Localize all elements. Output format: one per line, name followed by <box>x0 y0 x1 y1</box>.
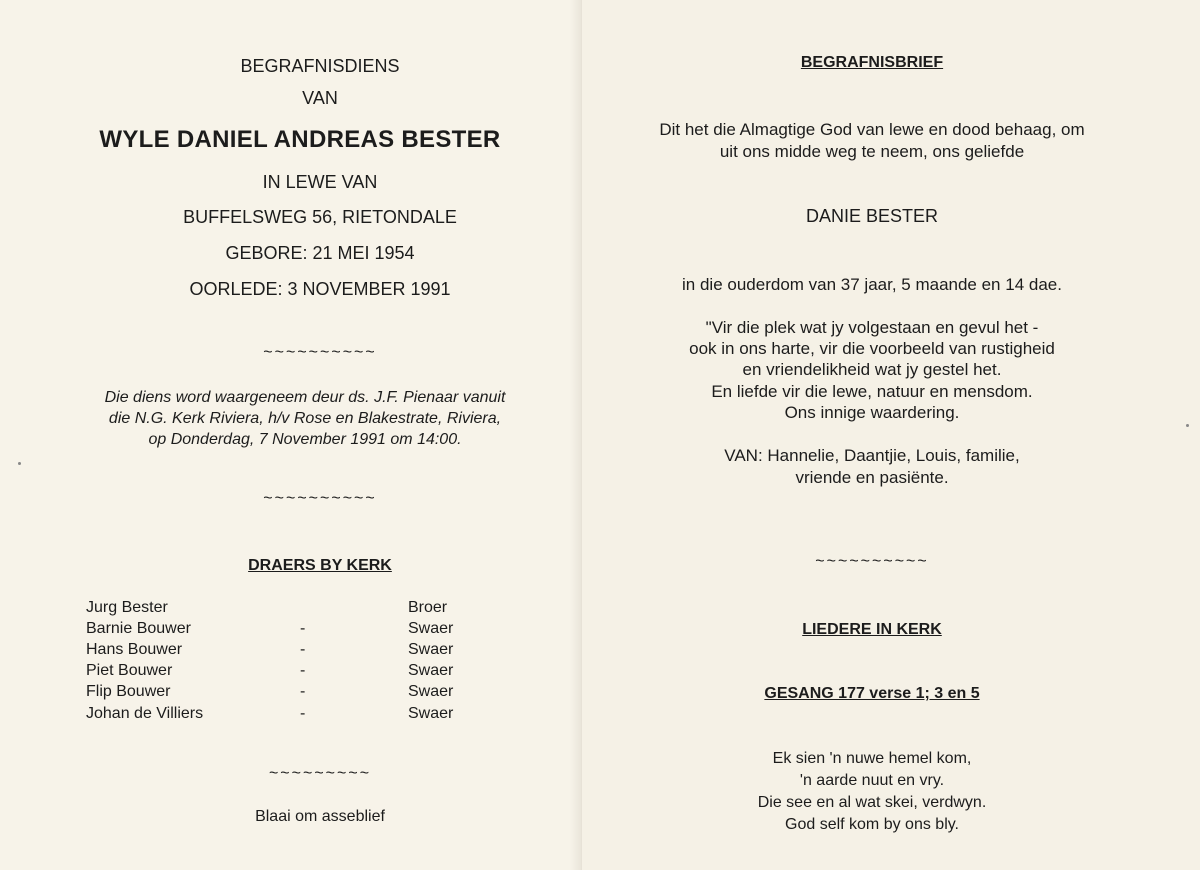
intro-line-2: uit ons midde weg te neem, ons geliefde <box>719 142 1025 161</box>
in-lewe-van: IN LEWE VAN <box>262 172 378 192</box>
table-row <box>86 641 466 661</box>
pallbearer-dash: - <box>300 683 306 700</box>
left-page <box>0 0 582 870</box>
pallbearer-relation: Swaer <box>408 705 454 722</box>
divider-2: ~~~~~~~~~~ <box>263 490 377 507</box>
pallbearer-name: Flip Bouwer <box>86 683 171 700</box>
pallbearer-dash: - <box>300 641 306 658</box>
tribute-line-4: En liefde vir die lewe, natuur en mensdom. <box>711 382 1033 401</box>
tribute-line-3: en vriendelikheid wat jy gestel het. <box>742 360 1002 379</box>
pallbearer-relation: Swaer <box>408 641 454 658</box>
divider-3: ~~~~~~~~~ <box>268 765 372 782</box>
deceased-name: WYLE DANIEL ANDREAS BESTER <box>99 126 501 153</box>
hymn-line-2: 'n aarde nuut en vry. <box>799 772 945 789</box>
divider-right: ~~~~~~~~~~ <box>815 553 929 570</box>
tribute-line-2: ook in ons harte, vir die voorbeeld van rustigheid <box>689 339 1055 358</box>
tribute-line-5: Ons innige waardering. <box>784 403 960 422</box>
table-row <box>86 662 466 682</box>
service-info-3: op Donderdag, 7 November 1991 om 14:00. <box>148 431 462 448</box>
paper-speck <box>1186 424 1189 427</box>
deceased-short-name: DANIE BESTER <box>805 206 939 226</box>
table-row <box>86 620 466 640</box>
hymn-line-1: Ek sien 'n nuwe hemel kom, <box>772 750 972 767</box>
paper-speck <box>18 462 21 465</box>
hymn-line-3: Die see en al wat skei, verdwyn. <box>757 794 987 811</box>
pallbearer-relation: Swaer <box>408 683 454 700</box>
birth-date: GEBORE: 21 MEI 1954 <box>225 243 415 263</box>
pallbearer-name: Jurg Bester <box>86 599 168 616</box>
table-row <box>86 683 466 703</box>
pallbearer-name: Barnie Bouwer <box>86 620 191 637</box>
from-line-2: vriende en pasiënte. <box>795 468 949 487</box>
pallbearer-name: Hans Bouwer <box>86 641 183 658</box>
pallbearer-dash: - <box>300 705 306 722</box>
divider-1: ~~~~~~~~~~ <box>263 344 377 361</box>
table-row <box>86 705 466 725</box>
pallbearers-heading: DRAERS BY KERK <box>248 557 392 574</box>
service-heading: BEGRAFNISDIENS <box>240 56 400 76</box>
hymn-heading: GESANG 177 verse 1; 3 en 5 <box>764 685 980 702</box>
pallbearer-relation: Broer <box>408 599 448 616</box>
death-date: OORLEDE: 3 NOVEMBER 1991 <box>189 279 451 299</box>
songs-heading: LIEDERE IN KERK <box>802 621 942 638</box>
van-label: VAN <box>302 88 338 108</box>
pallbearer-dash: - <box>300 620 306 637</box>
table-row <box>86 599 466 619</box>
pallbearer-name: Johan de Villiers <box>86 705 204 722</box>
from-line-1: VAN: Hannelie, Daantjie, Louis, familie, <box>724 446 1020 465</box>
hymn-line-4: God self kom by ons bly. <box>785 816 959 833</box>
tribute-line-1: "Vir die plek wat jy volgestaan en gevul het - <box>705 318 1039 337</box>
pallbearer-relation: Swaer <box>408 662 454 679</box>
address: BUFFELSWEG 56, RIETONDALE <box>183 207 457 227</box>
age-line: in die ouderdom van 37 jaar, 5 maande en 14 dae. <box>682 275 1062 294</box>
service-info-2: die N.G. Kerk Riviera, h/v Rose en Blakestrate, Riviera, <box>108 410 502 427</box>
letter-heading: BEGRAFNISBRIEF <box>800 54 944 71</box>
service-info-1: Die diens word waargeneem deur ds. J.F. Pienaar vanuit <box>104 389 506 406</box>
pallbearer-relation: Swaer <box>408 620 454 637</box>
intro-line-1: Dit het die Almagtige God van lewe en dood behaag, om <box>659 120 1085 139</box>
pallbearer-dash: - <box>300 662 306 679</box>
pallbearer-name: Piet Bouwer <box>86 662 173 679</box>
turn-over-note: Blaai om asseblief <box>255 808 385 825</box>
